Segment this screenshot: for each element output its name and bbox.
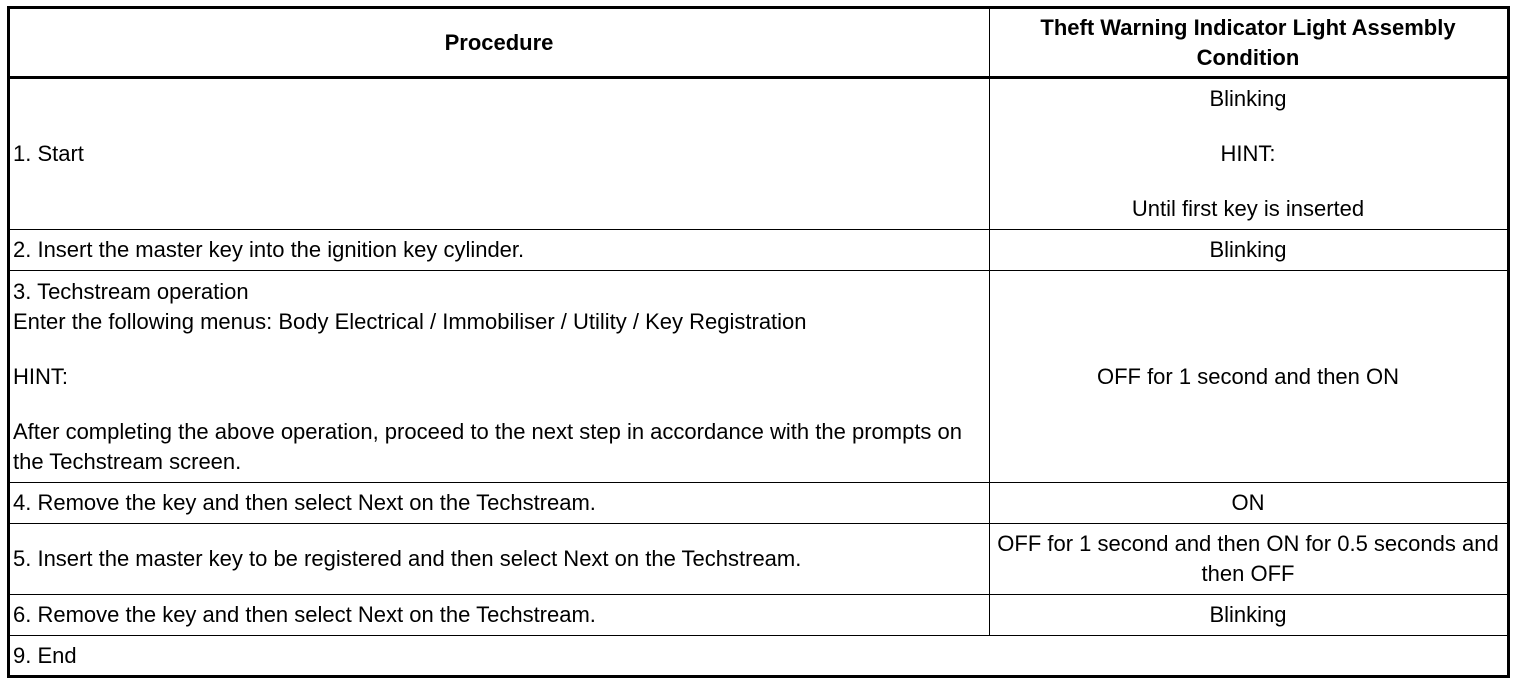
procedure-cell: 2. Insert the master key into the ignition key cylinder.: [9, 230, 990, 271]
table-row: [9, 595, 1509, 636]
procedure-menu-path: Enter the following menus: Body Electrical / Immobiliser / Utility / Key Registration: [13, 308, 807, 334]
table-row: [9, 483, 1509, 524]
procedure-table: [7, 6, 1510, 678]
procedure-cell: 6. Remove the key and then select Next on the Techstream.: [9, 595, 990, 636]
table-row: [9, 230, 1509, 271]
procedure-cell: 9. End: [9, 636, 1509, 677]
hint-text: After completing the above operation, proceed to the next step in accordance with the prompts on the Techstream screen.: [13, 418, 963, 474]
condition-cell: [990, 78, 1509, 230]
procedure-cell: [9, 271, 990, 483]
procedure-cell: 1. Start: [9, 78, 990, 230]
condition-text: Blinking: [1209, 86, 1287, 111]
procedure-cell: 5. Insert the master key to be registered and then select Next on the Techstream.: [9, 524, 990, 595]
hint-label: HINT:: [1220, 141, 1276, 166]
condition-header: Theft Warning Indicator Light Assembly Condition: [990, 8, 1509, 78]
hint-text: Until first key is inserted: [1131, 196, 1365, 221]
table-row: [9, 78, 1509, 230]
procedure-header: Procedure: [9, 8, 990, 78]
table-row: [9, 271, 1509, 483]
hint-label: HINT:: [13, 363, 68, 389]
table-row: [9, 524, 1509, 595]
condition-cell: OFF for 1 second and then ON for 0.5 seconds and then OFF: [990, 524, 1509, 595]
condition-cell: Blinking: [990, 595, 1509, 636]
procedure-step-title: 3. Techstream operation: [13, 278, 249, 304]
table-header-row: [9, 8, 1509, 78]
condition-cell: OFF for 1 second and then ON: [990, 271, 1509, 483]
condition-cell: ON: [990, 483, 1509, 524]
procedure-cell: 4. Remove the key and then select Next on the Techstream.: [9, 483, 990, 524]
table-row: [9, 636, 1509, 677]
condition-cell: Blinking: [990, 230, 1509, 271]
